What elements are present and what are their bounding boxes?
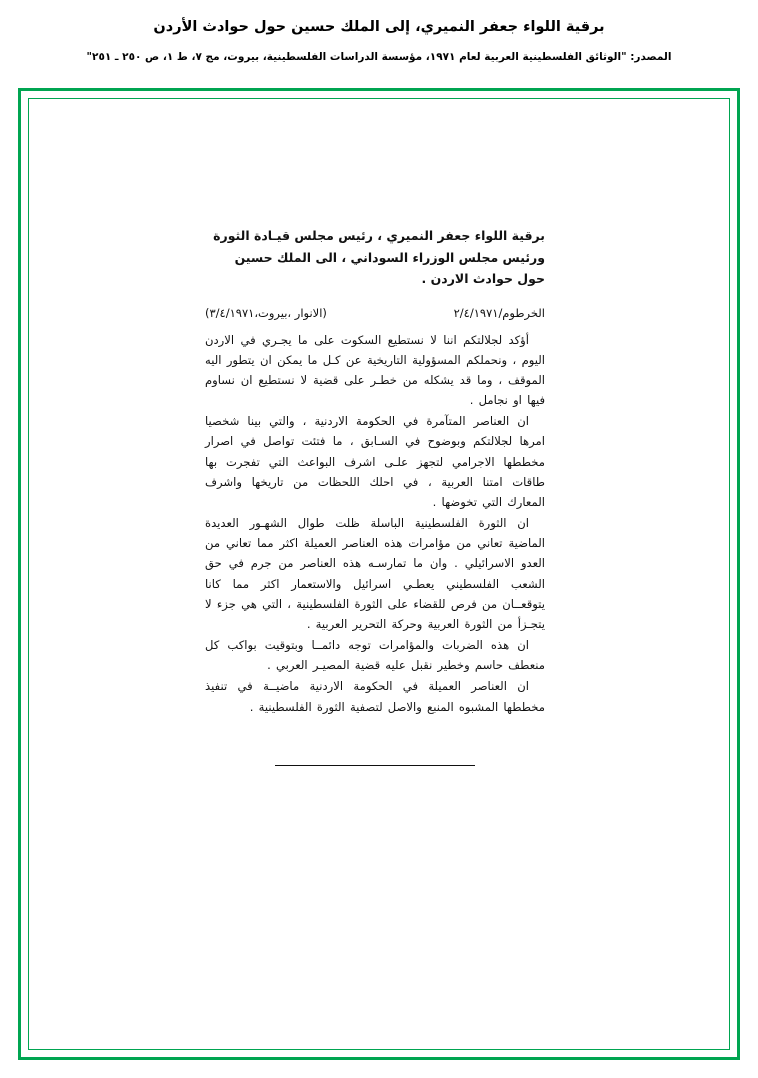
document-heading: برقية اللواء جعفر النميري ، رئيس مجلس قيـادة الثورة ورئيس مجلس الوزراء السوداني ، الى الملك حسين حول حوادث الاردن .	[213, 228, 545, 286]
document-citation: (الانوار ،بيروت،٣/٤/١٩٧١)	[205, 305, 327, 320]
end-of-document-rule	[275, 765, 475, 766]
paragraph: ان العناصر العميلة في الحكومة الاردنية ماضيــة في تنفيذ مخططها المشبوه المنبع والاصل لتصفية الثورة الفلسطينية .	[205, 679, 545, 714]
paragraph: ان هذه الضربات والمؤامرات توجه دائمــا وبتوقيت بواكب كل منعطف حاسم وخطير نقبل عليه قضية المصيـر العربي .	[205, 638, 545, 673]
paragraph: ان الثورة الفلسطينية الباسلة ظلت طوال الشهـور العديدة الماضية تعاني من مؤامرات هذه العناصر العميلة اكثر مما تعاني من العدو الاسرائيلي . وان ما تمارسـه هذه العناصر من جرم في حق الشعب الفلسطيني يعطـي اسرائيل والاستعمار اكثر مما كانا يتوقعــان من فرص للقضاء على الثورة الفلسطينية ، التي هي جزء لا يتجـزأ من الثورة العربية وحركة التحرير العربية .	[205, 516, 545, 631]
paragraph: أؤكد لجلالتكم اننا لا نستطيع السكوت على ما يجـري في الاردن اليوم ، ونحملكم المسؤولية التاريخية عن كـل ما يمكن ان يتطور اليه الموقف ، وما قد يشكله من خطـر على قضية لا نستطيع ان نساوم فيها او نجامل .	[205, 332, 545, 408]
paragraph: ان العناصر المتآمرة في الحكومة الاردنية ، والتي بينا شخصيا امرها لجلالتكم وبوضوح في السـابق ، ما فتئت تواصل في اصرار مخططها الاجرامي لتجهز علـى اشرف البواعث التي تفجرت بها طاقات امتنا العربية ، في احلك اللحظات من تاريخها واشرف المعارك التي تخوضها .	[205, 414, 545, 509]
page-title: برقية اللواء جعفر النميري، إلى الملك حسين حول حوادث الأردن	[153, 19, 605, 35]
document-meta-line	[205, 306, 545, 320]
scanned-document-body	[205, 225, 545, 766]
page-header	[0, 0, 758, 64]
document-place-date: الخرطوم/٢/٤/١٩٧١	[453, 305, 545, 320]
document-paragraphs	[205, 330, 545, 717]
page-source-line: المصدر: "الوثائق الفلسطينية العربية لعام ١٩٧١، مؤسسة الدراسات الفلسطينية، بيروت، مج ٧، ط ١، ص ٢٥٠ ـ ٢٥١"	[86, 50, 672, 63]
end-rule-container	[205, 743, 545, 766]
